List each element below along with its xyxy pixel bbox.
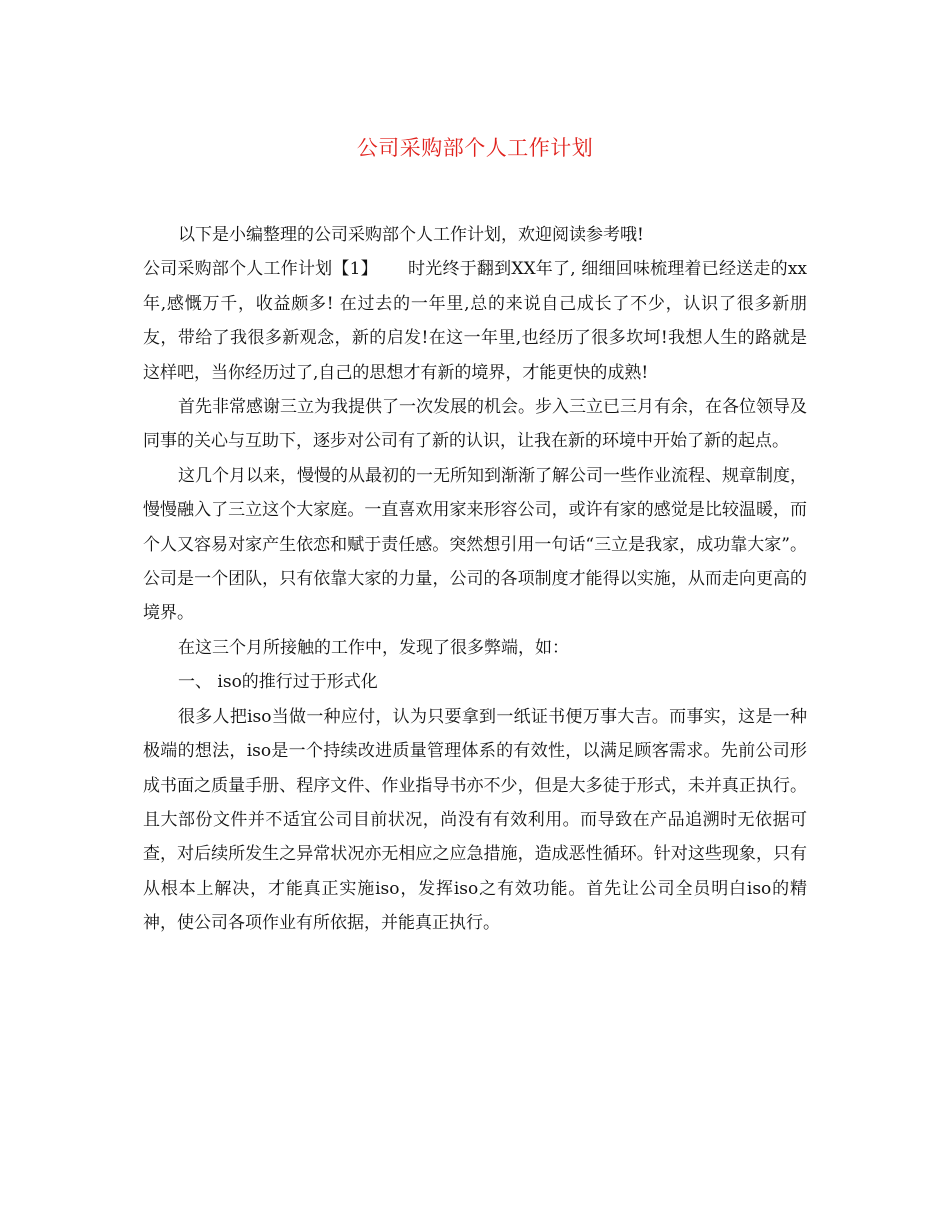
intro-paragraph: 以下是小编整理的公司采购部个人工作计划，欢迎阅读参考哦! bbox=[178, 225, 644, 245]
document-body bbox=[143, 218, 807, 941]
paragraph-4: 在这三个月所接触的工作中，发现了很多弊端，如： bbox=[178, 637, 569, 658]
section-heading: 公司采购部个人工作计划【1】 bbox=[143, 259, 378, 280]
document-title: 公司采购部个人工作计划 bbox=[356, 136, 594, 160]
paragraph-1: 时光终于翻到XX年了, 细细回味梳理着已经送走的xx年,感慨万千，收益颇多! 在过去的一年里,总的来说自己成长了不少，认识了很多新朋友，带给了我很多新观念，新的启发!在这一年里,也经历了很多坎坷!我想人生的路就是这样吧，当你经历过了,自己的思想才有新的境界，才能更快的成熟! bbox=[143, 259, 807, 383]
section-paragraph bbox=[143, 252, 807, 390]
paragraph-3: 这几个月以来，慢慢的从最初的一无所知到渐渐了解公司一些作业流程、规章制度，慢慢融入了三立这个大家庭。一直喜欢用家来形容公司，或许有家的感觉是比较温暖，而个人又容易对家产生依恋和赋于责任感。突然想引用一句话“三立是我家，成功靠大家”。公司是一个团队，只有依靠大家的力量，公司的各项制度才能得以实施，从而走向更高的境界。 bbox=[143, 465, 807, 624]
paragraph-2: 首先非常感谢三立为我提供了一次发展的机会。步入三立已三月有余，在各位领导及同事的关心与互助下，逐步对公司有了新的认识，让我在新的环境中开始了新的起点。 bbox=[143, 397, 807, 452]
list-heading-1: 一、 iso的推行过于形式化 bbox=[178, 672, 378, 693]
paragraph-5: 很多人把iso当做一种应付，认为只要拿到一纸证书便万事大吉。而事实，这是一种极端的想法，iso是一个持续改进质量管理体系的有效性，以满足顾客需求。先前公司形成书面之质量手册、程序文件、作业指导书亦不少，但是大多徒于形式，未并真正执行。且大部份文件并不适宜公司目前状况，尚没有有效利用。而导致在产品追溯时无依据可查，对后续所发生之异常状况亦无相应之应急措施，造成恶性循环。针对这些现象，只有从根本上解决，才能真正实施iso，发挥iso之有效功能。首先让公司全员明白iso的精神，使公司各项作业有所依据，并能真正执行。 bbox=[143, 706, 807, 934]
